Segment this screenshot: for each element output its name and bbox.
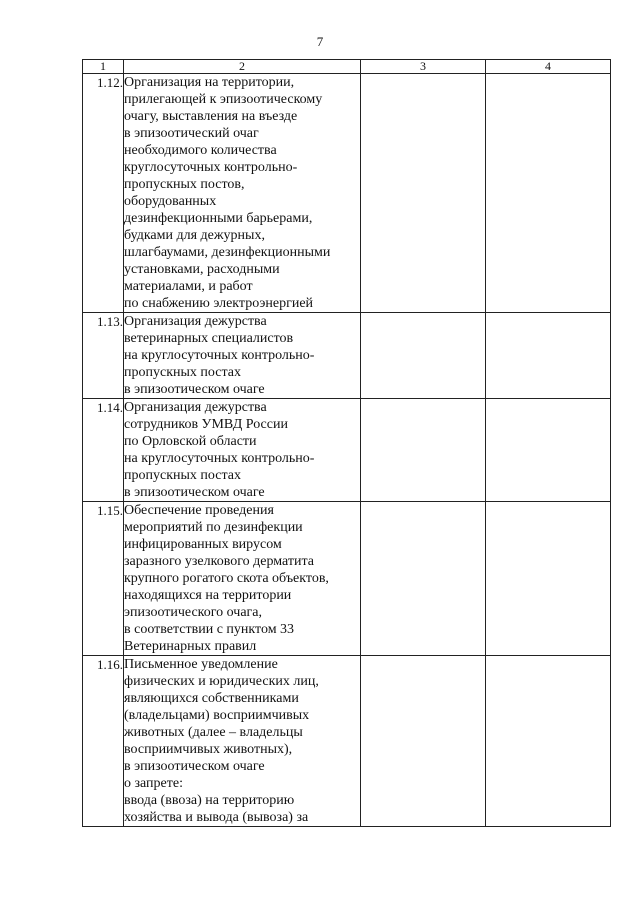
description-line: в эпизоотическом очаге <box>124 759 265 774</box>
item-description <box>124 74 361 313</box>
item-number: 1.14. <box>83 399 124 502</box>
column-4-cell <box>486 656 611 827</box>
description-line: круглосуточных контрольно- <box>124 160 298 175</box>
table-row <box>83 313 611 399</box>
description-line: мероприятий по дезинфекции <box>124 520 303 535</box>
description-line: очагу, выставления на въезде <box>124 109 298 124</box>
table-row <box>83 656 611 827</box>
column-header-3: 3 <box>361 60 486 74</box>
description-line: Организация дежурства <box>124 314 267 329</box>
column-4-cell <box>486 399 611 502</box>
column-3-cell <box>361 656 486 827</box>
description-line: (владельцами) восприимчивых <box>124 708 310 723</box>
description-line: ветеринарных специалистов <box>124 331 294 346</box>
column-3-cell <box>361 502 486 656</box>
description-line: в эпизоотическом очаге <box>124 382 265 397</box>
description-line: необходимого количества <box>124 143 277 158</box>
item-number: 1.13. <box>83 313 124 399</box>
description-line: в эпизоотический очаг <box>124 126 259 141</box>
description-line: Письменное уведомление <box>124 657 278 672</box>
description-line: восприимчивых животных), <box>124 742 293 757</box>
table-body <box>83 74 611 827</box>
description-line: заразного узелкового дерматита <box>124 554 314 569</box>
description-line: установками, расходными <box>124 262 280 277</box>
description-line: физических и юридических лиц, <box>124 674 319 689</box>
description-line: Ветеринарных правил <box>124 639 257 654</box>
column-header-2: 2 <box>124 60 361 74</box>
item-description <box>124 502 361 656</box>
description-line: шлагбаумами, дезинфекционными <box>124 245 331 260</box>
table-header-row <box>83 60 611 74</box>
description-line: оборудованных <box>124 194 217 209</box>
description-line: будками для дежурных, <box>124 228 265 243</box>
description-line: о запрете: <box>124 776 183 791</box>
description-line: на круглосуточных контрольно- <box>124 348 315 363</box>
description-line: в соответствии с пунктом 33 <box>124 622 295 637</box>
description-line: в эпизоотическом очаге <box>124 485 265 500</box>
item-description <box>124 656 361 827</box>
column-header-1: 1 <box>83 60 124 74</box>
description-line: Обеспечение проведения <box>124 503 274 518</box>
description-line: сотрудников УМВД России <box>124 417 288 432</box>
item-number: 1.12. <box>83 74 124 313</box>
description-line: Организация дежурства <box>124 400 267 415</box>
description-line: по Орловской области <box>124 434 257 449</box>
description-line: на круглосуточных контрольно- <box>124 451 315 466</box>
description-line: животных (далее – владельцы <box>124 725 303 740</box>
description-line: пропускных постах <box>124 468 241 483</box>
column-4-cell <box>486 502 611 656</box>
item-number: 1.16. <box>83 656 124 827</box>
column-4-cell <box>486 313 611 399</box>
description-line: инфицированных вирусом <box>124 537 282 552</box>
table-row <box>83 74 611 313</box>
description-line: по снабжению электроэнергией <box>124 296 314 311</box>
page-number: 7 <box>316 34 324 49</box>
description-line: пропускных постов, <box>124 177 245 192</box>
item-description <box>124 399 361 502</box>
table-row <box>83 502 611 656</box>
item-description <box>124 313 361 399</box>
description-line: Организация на территории, <box>124 75 295 90</box>
column-3-cell <box>361 313 486 399</box>
column-4-cell <box>486 74 611 313</box>
column-3-cell <box>361 399 486 502</box>
table-row <box>83 399 611 502</box>
description-line: прилегающей к эпизоотическому <box>124 92 323 107</box>
description-line: крупного рогатого скота объектов, <box>124 571 329 586</box>
description-line: хозяйства и вывода (вывоза) за <box>124 810 309 825</box>
column-3-cell <box>361 74 486 313</box>
item-number: 1.15. <box>83 502 124 656</box>
measures-table <box>82 59 611 827</box>
description-line: дезинфекционными барьерами, <box>124 211 313 226</box>
description-line: пропускных постах <box>124 365 241 380</box>
description-line: ввода (ввоза) на территорию <box>124 793 295 808</box>
description-line: являющихся собственниками <box>124 691 299 706</box>
description-line: материалами, и работ <box>124 279 253 294</box>
description-line: находящихся на территории <box>124 588 292 603</box>
description-line: эпизоотического очага, <box>124 605 263 620</box>
column-header-4: 4 <box>486 60 611 74</box>
